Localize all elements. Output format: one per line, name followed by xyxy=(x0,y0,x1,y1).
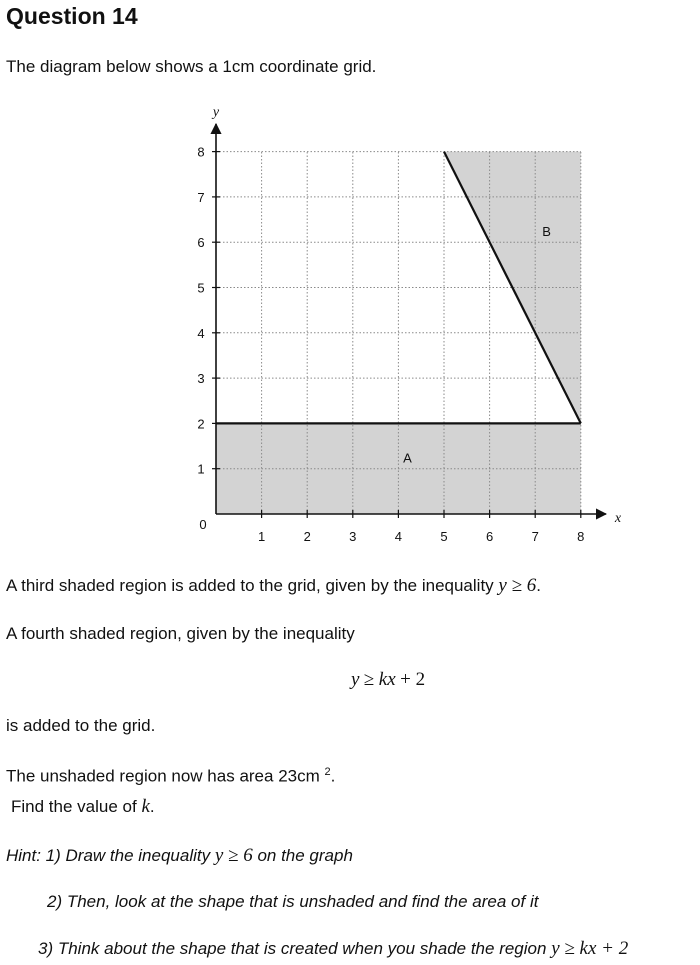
y-tick-label: 3 xyxy=(197,371,205,387)
display-inequality xyxy=(351,669,425,691)
find-k-period: . xyxy=(149,797,155,816)
area-sentence xyxy=(6,766,335,787)
third-region-inequality: y ≥ 6 xyxy=(498,575,537,596)
hint-1-inequality: y ≥ 6 xyxy=(214,845,253,866)
x-tick-label: 6 xyxy=(485,529,494,544)
added-to-grid-text: is added to the grid. xyxy=(6,716,156,735)
y-tick-label: 1 xyxy=(197,461,205,477)
x-tick-label: 1 xyxy=(257,529,266,544)
question-title: Question 14 xyxy=(6,3,138,29)
inequality-operator: ≥ xyxy=(363,669,375,690)
third-region-sentence xyxy=(6,575,541,597)
coordinate-graph xyxy=(185,100,635,550)
x-tick-label: 2 xyxy=(303,529,311,544)
hint-1-suffix: on the graph xyxy=(257,846,353,865)
inequality-constant: + 2 xyxy=(400,669,426,690)
inequality-y: y xyxy=(351,669,360,690)
x-tick-label: 8 xyxy=(577,529,585,544)
inequality-kx: kx xyxy=(378,669,396,690)
hint-2: 2) Then, look at the shape that is unshaded and find the area of it xyxy=(47,892,539,911)
hint-3-prefix: 3) Think about the shape that is created when you shade the region xyxy=(38,939,547,958)
y-tick-label: 4 xyxy=(197,325,205,341)
y-axis-label: y xyxy=(212,105,220,120)
area-period: . xyxy=(330,766,336,786)
y-tick-label: 2 xyxy=(197,416,205,432)
x-tick-label: 4 xyxy=(394,529,403,544)
x-tick-label: 3 xyxy=(349,529,357,544)
fourth-region-text: A fourth shaded region, given by the inequality xyxy=(6,624,355,643)
x-axis-label: x xyxy=(614,511,622,526)
area-text: The unshaded region now has area 23cm xyxy=(6,766,320,786)
hint-3-inequality: y ≥ kx + 2 xyxy=(551,938,629,959)
find-k-variable: k xyxy=(141,796,150,817)
region-b-label: B xyxy=(542,223,551,239)
hint-3 xyxy=(38,938,628,960)
y-tick-label: 5 xyxy=(197,280,205,296)
third-region-period: . xyxy=(536,576,542,595)
hint-1 xyxy=(6,845,353,867)
y-tick-label: 8 xyxy=(197,144,205,160)
x-tick-label: 5 xyxy=(440,529,448,544)
y-tick-label: 6 xyxy=(197,235,205,251)
intro-text: The diagram below shows a 1cm coordinate grid. xyxy=(6,57,377,76)
x-tick-label: 7 xyxy=(531,529,539,544)
third-region-text: A third shaded region is added to the grid, given by the inequality xyxy=(6,576,494,595)
y-tick-label: 7 xyxy=(197,189,205,205)
hint-1-prefix: Hint: 1) Draw the inequality xyxy=(6,846,211,865)
find-k-sentence xyxy=(11,796,155,818)
area-exponent: 2 xyxy=(324,766,331,778)
region-a-label: A xyxy=(403,450,412,466)
find-k-text: Find the value of xyxy=(11,797,137,816)
origin-label: 0 xyxy=(199,517,207,532)
